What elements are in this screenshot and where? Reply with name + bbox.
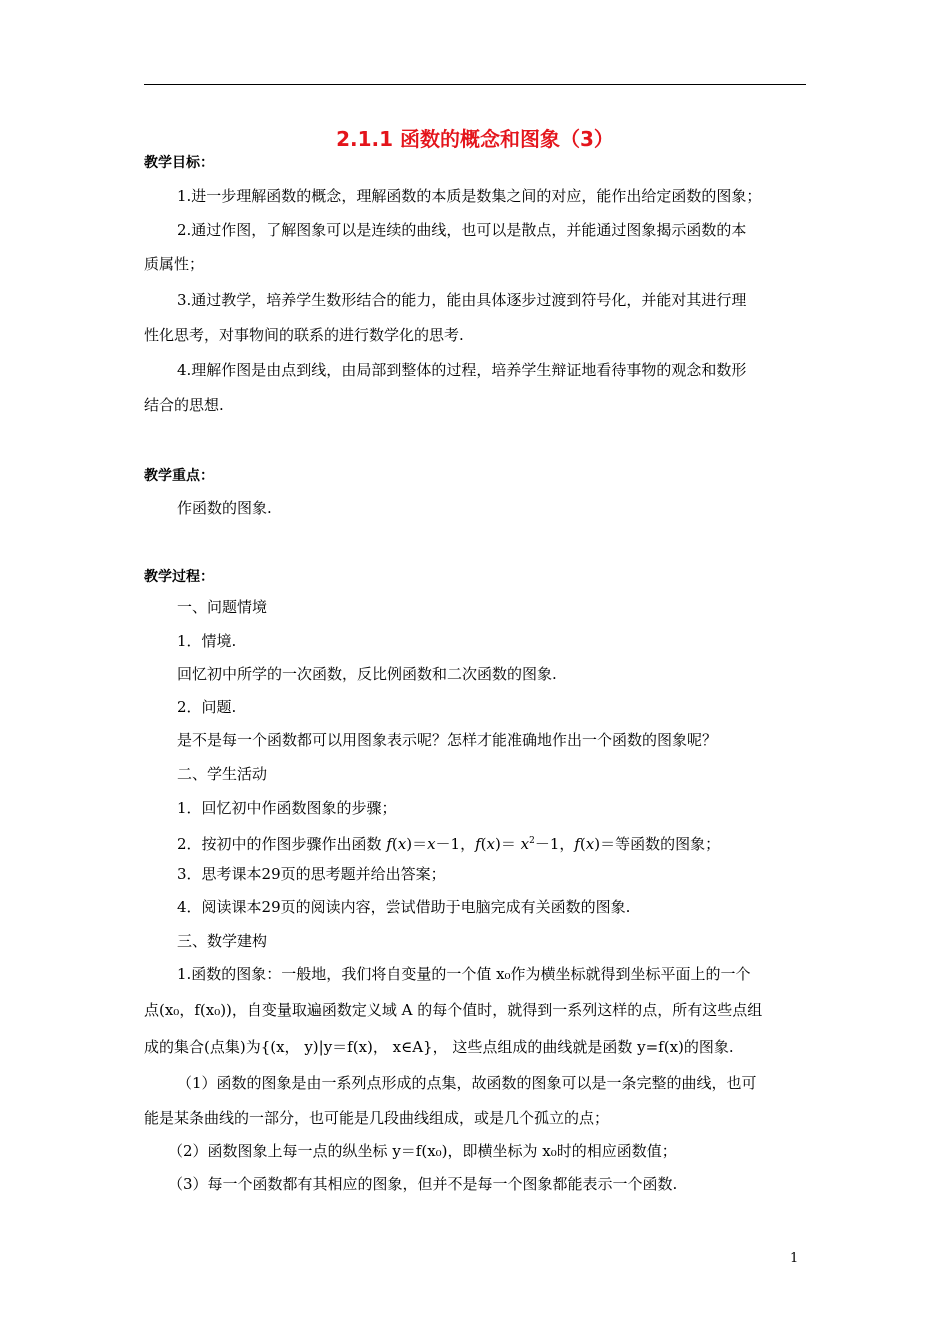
section-title: 一、问题情境 [177, 598, 268, 616]
list-item-functions [177, 830, 720, 855]
process-heading: 教学过程： [144, 569, 214, 585]
objective-line: 1.进一步理解函数的概念，理解函数的本质是数集之间的对应，能作出给定函数的图象； [177, 187, 762, 205]
exponent: 2 [529, 836, 535, 846]
list-item: 1．回忆初中作函数图象的步骤； [177, 799, 397, 817]
note-line: 能是某条曲线的一部分，也可能是几段曲线组成，或是几个孤立的点； [144, 1109, 610, 1127]
key-points-heading: 教学重点： [144, 468, 214, 484]
list-item: 2．问题. [177, 698, 237, 716]
definition-line: 1.函数的图象：一般地，我们将自变量的一个值 x₀作为横坐标就得到坐标平面上的一个 [177, 965, 751, 983]
key-point-text: 作函数的图象. [177, 499, 272, 517]
objective-line: 性化思考，对事物间的联系的进行数学化的思考. [144, 326, 464, 344]
note-line: （1）函数的图象是由一系列点形成的点集，故函数的图象可以是一条完整的曲线，也可 [177, 1074, 757, 1092]
list-item: 4．阅读课本29页的阅读内容，尝试借助于电脑完成有关函数的图象. [177, 898, 631, 916]
list-item: 3．思考课本29页的思考题并给出答案； [177, 865, 446, 883]
text: )＝ [406, 835, 428, 853]
definition-line: 成的集合(点集)为{(x， y)|y＝f(x)， x∈A}， 这些点组成的曲线就是函数 y=f(x)的图象. [144, 1038, 734, 1056]
text: ( [480, 835, 487, 853]
math-var: f [475, 835, 481, 853]
math-var: x [427, 835, 436, 853]
math-var: f [574, 835, 580, 853]
header-rule [144, 84, 806, 85]
objective-line: 3.通过教学，培养学生数形结合的能力，能由具体逐步过渡到符号化，并能对其进行理 [177, 291, 747, 309]
list-item-text: 是不是每一个函数都可以用图象表示呢？怎样才能准确地作出一个函数的图象呢？ [177, 731, 718, 749]
section-title: 三、数学建构 [177, 932, 268, 950]
math-var: x [397, 835, 407, 853]
page-title: 2.1.1 函数的概念和图象（3） [336, 127, 614, 151]
objective-line: 2.通过作图，了解图象可以是连续的曲线，也可以是散点，并能通过图象揭示函数的本 [177, 221, 747, 239]
objective-line: 4.理解作图是由点到线，由局部到整体的过程，培养学生辩证地看待事物的观念和数形 [177, 361, 747, 379]
note-line: （2）函数图象上每一点的纵坐标 y＝f(x₀)，即横坐标为 x₀时的相应函数值； [168, 1142, 677, 1160]
objectives-heading: 教学目标： [144, 155, 214, 171]
text: )＝ [494, 835, 521, 853]
text: ( [579, 835, 586, 853]
list-item: 1．情境. [177, 632, 237, 650]
objective-line: 结合的思想. [144, 396, 224, 414]
section-title: 二、学生活动 [177, 765, 268, 783]
text: )＝等函数的图象； [594, 835, 721, 853]
math-var: f [386, 835, 392, 853]
math-var: x [486, 835, 495, 853]
page-number: 1 [790, 1251, 799, 1266]
text: －1， [435, 835, 476, 853]
definition-line: 点(x₀，f(x₀))，自变量取遍函数定义域 A 的每个值时，就得到一系列这样的点，所有这些点组 [144, 1001, 763, 1019]
math-var: x [585, 835, 595, 853]
text: ( [391, 835, 398, 853]
list-item-text: 回忆初中所学的一次函数，反比例函数和二次函数的图象. [177, 665, 557, 683]
note-line: （3）每一个函数都有其相应的图象，但并不是每一个图象都能表示一个函数. [168, 1175, 678, 1193]
text: 2．按初中的作图步骤作出函数 [177, 835, 387, 853]
text: －1， [534, 835, 575, 853]
math-var: x [520, 835, 530, 853]
objective-line: 质属性； [144, 255, 205, 273]
